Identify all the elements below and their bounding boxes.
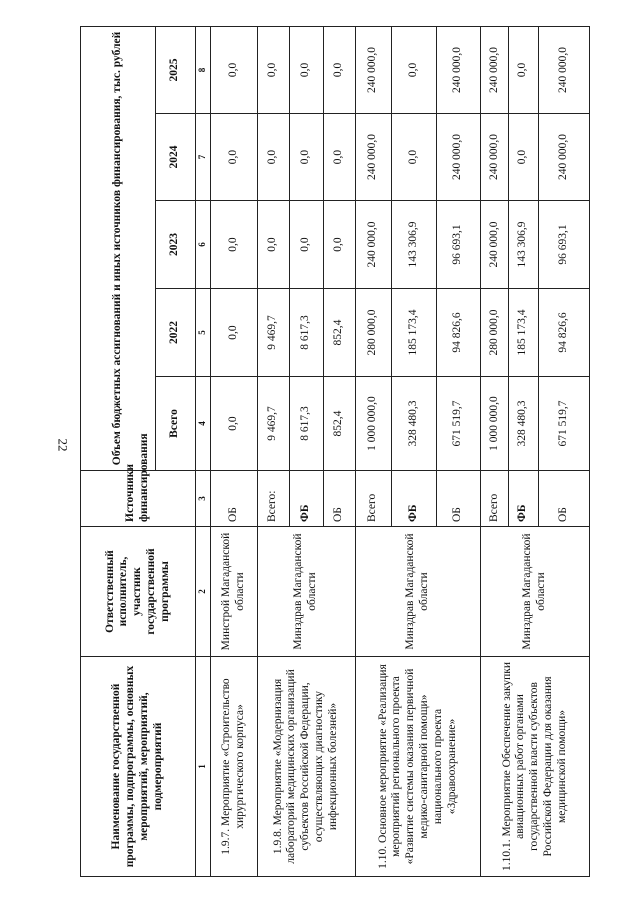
value-cell: 240 000,0 bbox=[538, 114, 589, 201]
funding-source: ФБ bbox=[289, 471, 323, 527]
value-cell: 9 469,7 bbox=[257, 377, 289, 471]
value-cell: 328 480,3 bbox=[391, 377, 436, 471]
funding-source: ОБ bbox=[436, 471, 481, 527]
value-cell: 0,0 bbox=[323, 201, 355, 289]
value-cell: 0,0 bbox=[257, 26, 289, 113]
col-year-header: 2025 bbox=[155, 26, 195, 113]
value-cell: 852,4 bbox=[323, 289, 355, 377]
value-cell: 852,4 bbox=[323, 377, 355, 471]
value-cell: 143 306,9 bbox=[508, 201, 538, 289]
table-row bbox=[210, 26, 257, 876]
activity-name: 1.9.7. Мероприятие «Строительство хирургического корпуса» bbox=[210, 657, 257, 877]
col-year-header: 2023 bbox=[155, 201, 195, 289]
value-cell: 1 000 000,0 bbox=[355, 377, 391, 471]
column-number: 8 bbox=[196, 26, 211, 113]
value-cell: 240 000,0 bbox=[481, 114, 509, 201]
page-number: 22 bbox=[55, 438, 70, 452]
value-cell: 240 000,0 bbox=[355, 114, 391, 201]
value-cell: 0,0 bbox=[210, 201, 257, 289]
value-cell: 0,0 bbox=[391, 114, 436, 201]
col-name-header: Наименование государственной программы, подпрограммы, основных мероприятий, мероприятий, подмероприятий bbox=[81, 657, 196, 877]
value-cell: 8 617,3 bbox=[289, 377, 323, 471]
col-year-header: 2024 bbox=[155, 114, 195, 201]
value-cell: 280 000,0 bbox=[355, 289, 391, 377]
executor-name: Минздрав Магаданской области bbox=[355, 527, 481, 657]
column-number: 6 bbox=[196, 201, 211, 289]
executor-name: Минздрав Магаданской области bbox=[257, 527, 355, 657]
col-source-header: Источники финансирования bbox=[81, 471, 196, 527]
value-cell: 0,0 bbox=[210, 26, 257, 113]
value-cell: 185 173,4 bbox=[391, 289, 436, 377]
table-row bbox=[355, 26, 391, 876]
col-executor-header: Ответственный исполнитель, участник государственной программы bbox=[81, 527, 196, 657]
value-cell: 94 826,6 bbox=[538, 289, 589, 377]
value-cell: 9 469,7 bbox=[257, 289, 289, 377]
activity-name: 1.9.8. Мероприятие «Модернизация лабораторий медицинских организаций субъектов Российской Федерации, осуществляющих диагностику инфекционных болезней» bbox=[257, 657, 355, 877]
value-cell: 0,0 bbox=[323, 26, 355, 113]
funding-source: Всего bbox=[481, 471, 509, 527]
executor-name: Минздрав Магаданской области bbox=[481, 527, 590, 657]
funding-source: ФБ bbox=[391, 471, 436, 527]
value-cell: 0,0 bbox=[289, 26, 323, 113]
value-cell: 0,0 bbox=[289, 114, 323, 201]
value-cell: 8 617,3 bbox=[289, 289, 323, 377]
value-cell: 671 519,7 bbox=[538, 377, 589, 471]
funding-source: ФБ bbox=[508, 471, 538, 527]
value-cell: 240 000,0 bbox=[355, 26, 391, 113]
value-cell: 240 000,0 bbox=[355, 201, 391, 289]
value-cell: 240 000,0 bbox=[538, 26, 589, 113]
budget-table bbox=[80, 26, 590, 877]
value-cell: 143 306,9 bbox=[391, 201, 436, 289]
value-cell: 0,0 bbox=[210, 377, 257, 471]
value-cell: 240 000,0 bbox=[481, 201, 509, 289]
value-cell: 0,0 bbox=[210, 114, 257, 201]
value-cell: 0,0 bbox=[508, 114, 538, 201]
funding-source: ОБ bbox=[538, 471, 589, 527]
value-cell: 240 000,0 bbox=[481, 26, 509, 113]
value-cell: 328 480,3 bbox=[508, 377, 538, 471]
column-number: 4 bbox=[196, 377, 211, 471]
value-cell: 94 826,6 bbox=[436, 289, 481, 377]
value-cell: 671 519,7 bbox=[436, 377, 481, 471]
value-cell: 96 693,1 bbox=[538, 201, 589, 289]
column-number-row bbox=[196, 26, 211, 876]
funding-source: Всего: bbox=[257, 471, 289, 527]
column-number: 5 bbox=[196, 289, 211, 377]
col-total-header: Всего bbox=[155, 377, 195, 471]
value-cell: 0,0 bbox=[508, 26, 538, 113]
column-number: 1 bbox=[196, 657, 211, 877]
activity-name: 1.10. Основное мероприятие «Реализация мероприятий регионального проекта «Развитие системы оказания первичной медико-санитарной помощи» национального проекта «Здравоохранение» bbox=[355, 657, 481, 877]
value-cell: 0,0 bbox=[289, 201, 323, 289]
funding-source: ОБ bbox=[210, 471, 257, 527]
table-row bbox=[257, 26, 289, 876]
value-cell: 0,0 bbox=[210, 289, 257, 377]
value-cell: 280 000,0 bbox=[481, 289, 509, 377]
rotated-table-frame bbox=[80, 27, 590, 877]
column-number: 2 bbox=[196, 527, 211, 657]
funding-source: ОБ bbox=[323, 471, 355, 527]
column-number: 7 bbox=[196, 114, 211, 201]
activity-name: 1.10.1. Мероприятие Обеспечение закупки авиационных работ органами государственной власти субъектов Российской Федерации для оказания медицинской помощи» bbox=[481, 657, 590, 877]
column-number: 3 bbox=[196, 471, 211, 527]
executor-name: Минстрой Магаданской области bbox=[210, 527, 257, 657]
value-cell: 240 000,0 bbox=[436, 26, 481, 113]
value-cell: 0,0 bbox=[257, 114, 289, 201]
value-cell: 0,0 bbox=[391, 26, 436, 113]
value-cell: 185 173,4 bbox=[508, 289, 538, 377]
value-cell: 0,0 bbox=[257, 201, 289, 289]
value-cell: 1 000 000,0 bbox=[481, 377, 509, 471]
table-row bbox=[481, 26, 509, 876]
col-budget-header: Объем бюджетных ассигнований и иных источников финансирования, тыс. рублей bbox=[81, 26, 156, 470]
value-cell: 240 000,0 bbox=[436, 114, 481, 201]
col-year-header: 2022 bbox=[155, 289, 195, 377]
funding-source: Всего bbox=[355, 471, 391, 527]
value-cell: 96 693,1 bbox=[436, 201, 481, 289]
value-cell: 0,0 bbox=[323, 114, 355, 201]
header-row bbox=[81, 26, 156, 876]
